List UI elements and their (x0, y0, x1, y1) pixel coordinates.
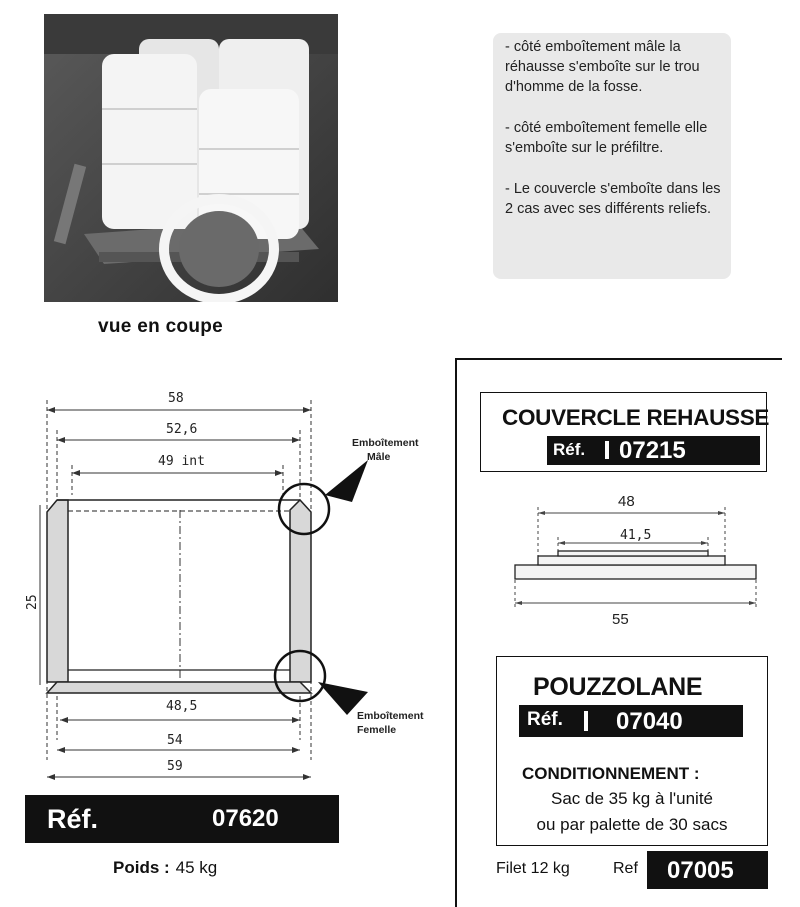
couvercle-ref-number: 07215 (619, 437, 686, 464)
couvercle-dim-55: 55 (612, 611, 629, 628)
section-title: vue en coupe (98, 316, 224, 337)
weight-value: 45 kg (175, 858, 218, 877)
ref-separator (584, 711, 588, 731)
dim-54: 54 (167, 733, 183, 748)
pouzzolane-ref-number: 07040 (616, 708, 683, 735)
info-paragraph-cover: - Le couvercle s'emboîte dans les 2 cas avec ses différents reliefs. (505, 181, 721, 217)
label-male-line1: Emboîtement (352, 437, 419, 449)
weight-line (113, 858, 217, 878)
couvercle-drawing (500, 485, 780, 630)
couvercle-dim-41-5: 41,5 (620, 528, 652, 543)
label-male-line2: Mâle (367, 451, 391, 463)
product-photo (44, 14, 338, 302)
pouzzolane-ref-label: Réf. (527, 709, 563, 730)
cross-section-drawing (0, 370, 450, 790)
dim-48-5: 48,5 (166, 699, 198, 714)
pouzzolane-ref-banner (519, 705, 743, 737)
main-reference-banner (25, 795, 339, 843)
info-paragraph-male: - côté emboîtement mâle la réhausse s'emboîte sur le trou d'homme de la fosse. (505, 39, 700, 95)
dim-49-int: 49 int (158, 454, 205, 469)
weight-label: Poids : (113, 858, 170, 877)
info-paragraph-female: - côté emboîtement femelle elle s'emboîte sur le préfiltre. (505, 120, 708, 156)
couvercle-ref-banner (547, 436, 760, 465)
filet-label: Filet 12 kg (496, 860, 570, 877)
conditionnement-title: CONDITIONNEMENT : (522, 764, 700, 783)
pouzzolane-title: POUZZOLANE (533, 673, 703, 701)
dim-59: 59 (167, 759, 183, 774)
conditionnement-line-1: Sac de 35 kg à l'unité (550, 789, 714, 808)
label-female-line2: Femelle (357, 724, 397, 736)
couvercle-title: COUVERCLE REHAUSSE (502, 405, 770, 430)
info-box (493, 33, 731, 279)
couvercle-dim-48: 48 (618, 493, 635, 510)
main-ref-number: 07620 (212, 805, 279, 832)
frame-divider-vertical (455, 358, 457, 907)
conditionnement-line-2: ou par palette de 30 sacs (536, 815, 728, 834)
filet-ref-number: 07005 (667, 857, 734, 884)
label-female-line1: Emboîtement (357, 710, 424, 722)
dim-25: 25 (25, 594, 40, 610)
dim-58: 58 (168, 391, 184, 406)
ref-separator (605, 441, 609, 459)
filet-ref-banner (647, 851, 768, 889)
couvercle-ref-label: Réf. (553, 440, 586, 459)
frame-divider-horizontal (455, 358, 782, 360)
main-ref-label: Réf. (47, 804, 99, 834)
filet-ref-label: Ref (613, 860, 638, 877)
dim-52-6: 52,6 (166, 422, 198, 437)
